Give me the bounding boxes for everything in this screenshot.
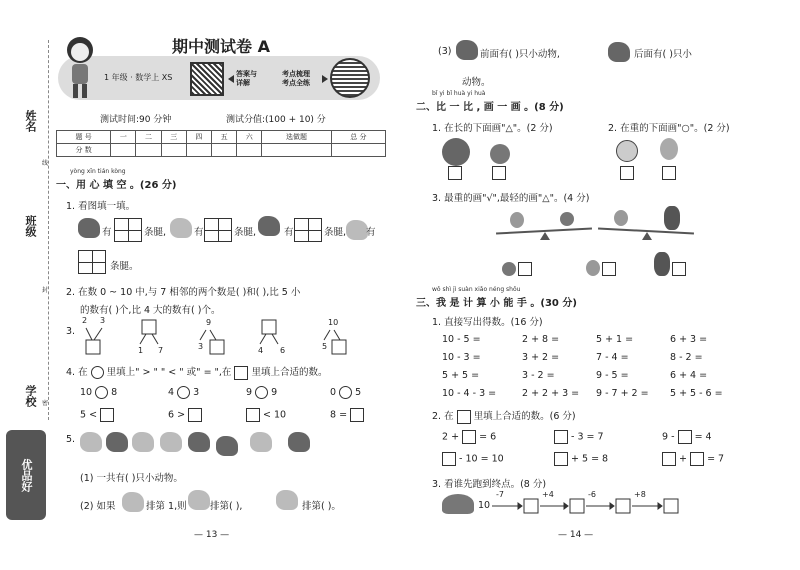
calc-item: 6 + 4 = — [670, 370, 708, 381]
answer-box[interactable] — [554, 452, 568, 466]
answer-box[interactable] — [690, 452, 704, 466]
fill-item: - 10 = 10 — [442, 452, 504, 466]
compare-circle[interactable] — [339, 386, 352, 399]
calc-item: 9 - 7 + 2 = — [596, 388, 649, 399]
answer-box[interactable] — [662, 166, 676, 180]
q1-have: 有 — [102, 227, 112, 238]
compare-item: 0 5 — [330, 387, 362, 398]
answer-box[interactable] — [100, 408, 114, 422]
grade-label: 1 年级 · 数学上 XS — [104, 73, 173, 82]
calc-item: 5 + 1 = — [596, 334, 634, 345]
section3-pinyin: wǒ shì jì suàn xiǎo néng shǒu — [432, 286, 521, 293]
seal-char: 封 — [42, 287, 49, 294]
answer-box[interactable] — [602, 262, 616, 276]
round-qr-code-icon[interactable] — [330, 58, 370, 98]
q2-line2: 的数有( )个,比 4 大的数有( )个。 — [80, 305, 221, 316]
monkey-icon — [188, 432, 210, 452]
yarn-ball-big-icon — [442, 138, 470, 166]
q1-have: 有 — [366, 227, 376, 238]
answer-grid[interactable] — [78, 250, 106, 274]
calc-item: 3 + 2 = — [522, 352, 560, 363]
answer-box[interactable] — [620, 166, 634, 180]
q2-1: 1. 在长的下面画"△"。(2 分) — [432, 123, 553, 134]
pear-icon — [510, 212, 524, 228]
fill-item: + 5 = 8 — [554, 452, 608, 466]
q2-line1: 2. 在数 0 ~ 10 中,与 7 相邻的两个数是( )和( ),比 5 小 — [66, 287, 301, 298]
calc-item: 7 - 4 = — [596, 352, 629, 363]
q1-tail: 条腿, — [324, 227, 347, 238]
review-label: 考点梳理 考点全练 — [282, 70, 310, 87]
binding-gutter — [0, 0, 52, 570]
q5-2d: 排第( )。 — [302, 501, 341, 512]
yarn-ball-small-icon — [490, 144, 510, 164]
pear-icon — [586, 260, 600, 276]
brand-logo: 优品好 — [6, 430, 46, 520]
monkey-icon — [456, 40, 478, 60]
calc-item: 6 + 3 = — [670, 334, 708, 345]
pineapple-icon — [654, 252, 670, 276]
q4-text-b: 里填上" > " " < " 或" = ",在 — [106, 367, 232, 378]
q5-3d: 动物。 — [462, 77, 491, 88]
answer-box[interactable] — [462, 430, 476, 444]
q1-have: 有 — [284, 227, 294, 238]
answer-button[interactable]: 答案与 详解 — [236, 70, 257, 87]
cat-icon — [276, 490, 298, 510]
q5-2b: 排第 1,则 — [146, 501, 187, 512]
table-cell: 六 — [237, 131, 262, 144]
q5-1: (1) 一共有( )只小动物。 — [80, 473, 183, 484]
c1-text: 1. 直接写出得数。(16 分) — [432, 317, 543, 328]
cut-line — [48, 40, 49, 420]
bond-number: 10 — [328, 318, 339, 327]
soccer-ball-icon — [616, 140, 638, 162]
answer-box[interactable] — [188, 408, 202, 422]
race-op: +8 — [634, 490, 646, 499]
q3-label: 3. — [66, 326, 76, 337]
q1-tail: 条腿, — [144, 227, 167, 238]
calc-item: 2 + 2 + 3 = — [522, 388, 580, 399]
fill-item: 6 > — [168, 408, 202, 422]
q1-tail-last: 条腿。 — [110, 261, 139, 272]
arrow-left-icon — [228, 75, 234, 83]
calc-item: 9 - 5 = — [596, 370, 629, 381]
table-cell: 二 — [136, 131, 161, 144]
fill-item: - 3 = 7 — [554, 430, 604, 444]
bond-number: 3 — [100, 316, 106, 325]
table-cell: 分 数 — [57, 144, 111, 157]
seal-char: 密 — [42, 400, 49, 407]
table-cell: 一 — [111, 131, 136, 144]
seal-char: 线 — [42, 160, 49, 167]
box-icon — [234, 366, 248, 380]
name-label: 姓名 — [24, 110, 37, 132]
q5-3a: (3) — [438, 46, 452, 57]
section2-pinyin: bǐ yi bǐ huà yi huà — [432, 90, 486, 97]
bee-icon — [346, 220, 368, 240]
page-title: 期中测试卷 A — [172, 37, 270, 56]
bond-number: 4 — [258, 346, 264, 355]
answer-box[interactable] — [448, 166, 462, 180]
school-label: 学校 — [24, 385, 37, 407]
q2-3: 3. 最重的画"√",最轻的画"△"。(4 分) — [432, 193, 590, 204]
score-input-cell[interactable] — [262, 144, 331, 157]
circle-icon — [91, 366, 104, 379]
box-icon — [457, 410, 471, 424]
q4-text-c: 里填上合适的数。 — [251, 367, 328, 378]
frog-icon — [106, 432, 128, 452]
bond-number: 9 — [206, 318, 212, 327]
answer-box[interactable] — [246, 408, 260, 422]
q5-2c: 排第( ), — [210, 501, 243, 512]
race-op: +4 — [542, 490, 554, 499]
table-row — [57, 144, 386, 157]
score-input-cell[interactable] — [186, 144, 211, 157]
answer-box[interactable] — [350, 408, 364, 422]
q5-label: 5. — [66, 434, 76, 445]
calc-item: 10 - 3 = — [442, 352, 481, 363]
table-cell: 题 号 — [57, 131, 111, 144]
q1-have: 有 — [194, 227, 204, 238]
balloon-icon — [660, 138, 678, 160]
q5-2a: (2) 如果 — [80, 501, 116, 512]
table-cell: 四 — [186, 131, 211, 144]
table-cell: 总 分 — [331, 131, 385, 144]
compare-circle[interactable] — [95, 386, 108, 399]
apple-icon — [560, 212, 574, 226]
answer-box[interactable] — [672, 262, 686, 276]
section2-title: 二、比 一 比 , 画 一 画 。(8 分) — [416, 102, 564, 113]
bond-number: 3 — [198, 342, 204, 351]
test-score: 测试分值:(100 + 10) 分 — [226, 115, 326, 125]
qr-code-icon[interactable] — [190, 62, 224, 96]
answer-box[interactable] — [678, 430, 692, 444]
girl-mascot-icon — [60, 34, 100, 100]
bird-icon — [170, 218, 192, 238]
score-table — [56, 130, 386, 157]
compare-circle[interactable] — [255, 386, 268, 399]
q5-3c: 后面有( )只小 — [634, 49, 692, 60]
race-op: -7 — [496, 490, 504, 499]
bond-number: 6 — [280, 346, 286, 355]
fill-item: 2 + = 6 — [442, 431, 497, 443]
frog-icon — [78, 218, 100, 238]
q4-instruction — [66, 364, 328, 380]
fill-item: < 10 — [246, 408, 286, 422]
compare-item: 10 8 — [80, 387, 118, 398]
rabbit-icon — [160, 432, 182, 452]
calc-item: 2 + 8 = — [522, 334, 560, 345]
fill-item: 8 = — [330, 408, 364, 422]
score-input-cell[interactable] — [237, 144, 262, 157]
turtle-icon — [216, 436, 238, 456]
answer-grid[interactable] — [114, 218, 142, 242]
table-cell: 五 — [212, 131, 237, 144]
crab-icon — [258, 216, 280, 236]
calc-item: 10 - 5 = — [442, 334, 481, 345]
answer-box[interactable] — [518, 262, 532, 276]
q1-text: 1. 看图填一填。 — [66, 201, 136, 212]
fill-item: 5 < — [80, 408, 114, 422]
score-input-cell[interactable] — [161, 144, 186, 157]
compare-item: 9 9 — [246, 387, 278, 398]
fulcrum-icon — [540, 232, 550, 240]
calc-item: 10 - 4 - 3 = — [442, 388, 497, 399]
answer-box[interactable] — [442, 452, 456, 466]
answer-box[interactable] — [492, 166, 506, 180]
calc-item: 8 - 2 = — [670, 352, 703, 363]
q5-3b: 前面有( )只小动物, — [480, 49, 560, 60]
rabbit-icon — [188, 490, 210, 510]
compare-item: 4 3 — [168, 387, 200, 398]
answer-box[interactable] — [662, 452, 676, 466]
score-input-cell[interactable] — [331, 144, 385, 157]
bond-number: 1 — [138, 346, 144, 355]
zebra-icon — [122, 492, 144, 512]
c2-instruction: 2. 在 里填上合适的数。(6 分) — [432, 411, 576, 422]
answer-grid[interactable] — [204, 218, 232, 242]
section3-title: 三、我 是 计 算 小 能 手 。(30 分) — [416, 298, 577, 309]
calc-item: 5 + 5 - 6 = — [670, 388, 723, 399]
turtle-icon — [608, 42, 630, 62]
page-number: — 14 — — [558, 530, 594, 540]
section1-title: 一、用 心 填 空 。(26 分) — [56, 180, 177, 191]
bond-number: 7 — [158, 346, 164, 355]
turtle-icon — [442, 494, 474, 514]
calc-item: 3 - 2 = — [522, 370, 555, 381]
race-op: -6 — [588, 490, 596, 499]
dog-icon — [132, 432, 154, 452]
bond-number: 5 — [322, 342, 328, 351]
bond-number: 2 — [82, 316, 88, 325]
pear-icon — [614, 210, 628, 226]
race-start: 10 — [478, 500, 491, 511]
pineapple-icon — [664, 206, 680, 230]
c3-text: 3. 看谁先跑到终点。(8 分) — [432, 479, 547, 490]
class-label: 班级 — [24, 215, 37, 237]
table-cell: 选做题 — [262, 131, 331, 144]
compare-circle[interactable] — [177, 386, 190, 399]
test-time: 测试时间:90 分钟 — [100, 115, 172, 125]
q1-tail: 条腿, — [234, 227, 257, 238]
calc-item: 5 + 5 = — [442, 370, 480, 381]
arrow-right-icon — [322, 75, 328, 83]
apple-icon — [502, 262, 516, 276]
answer-grid[interactable] — [294, 218, 322, 242]
q4-text-a: 4. 在 — [66, 367, 88, 378]
score-input-cell[interactable] — [136, 144, 161, 157]
cat-icon — [250, 432, 272, 452]
table-cell: 三 — [161, 131, 186, 144]
page-number: — 13 — — [194, 530, 230, 540]
q2-2: 2. 在重的下面画"○"。(2 分) — [608, 123, 730, 134]
elephant-icon — [288, 432, 310, 452]
fulcrum-icon — [642, 232, 652, 240]
fill-item: 9 - = 4 — [662, 431, 712, 443]
table-row — [57, 131, 386, 144]
zebra-icon — [80, 432, 102, 452]
section1-pinyin: yòng xīn tián kòng — [70, 168, 126, 175]
score-input-cell[interactable] — [212, 144, 237, 157]
right-page — [400, 0, 800, 570]
fill-item: + = 7 — [662, 452, 724, 466]
score-input-cell[interactable] — [111, 144, 136, 157]
answer-box[interactable] — [554, 430, 568, 444]
